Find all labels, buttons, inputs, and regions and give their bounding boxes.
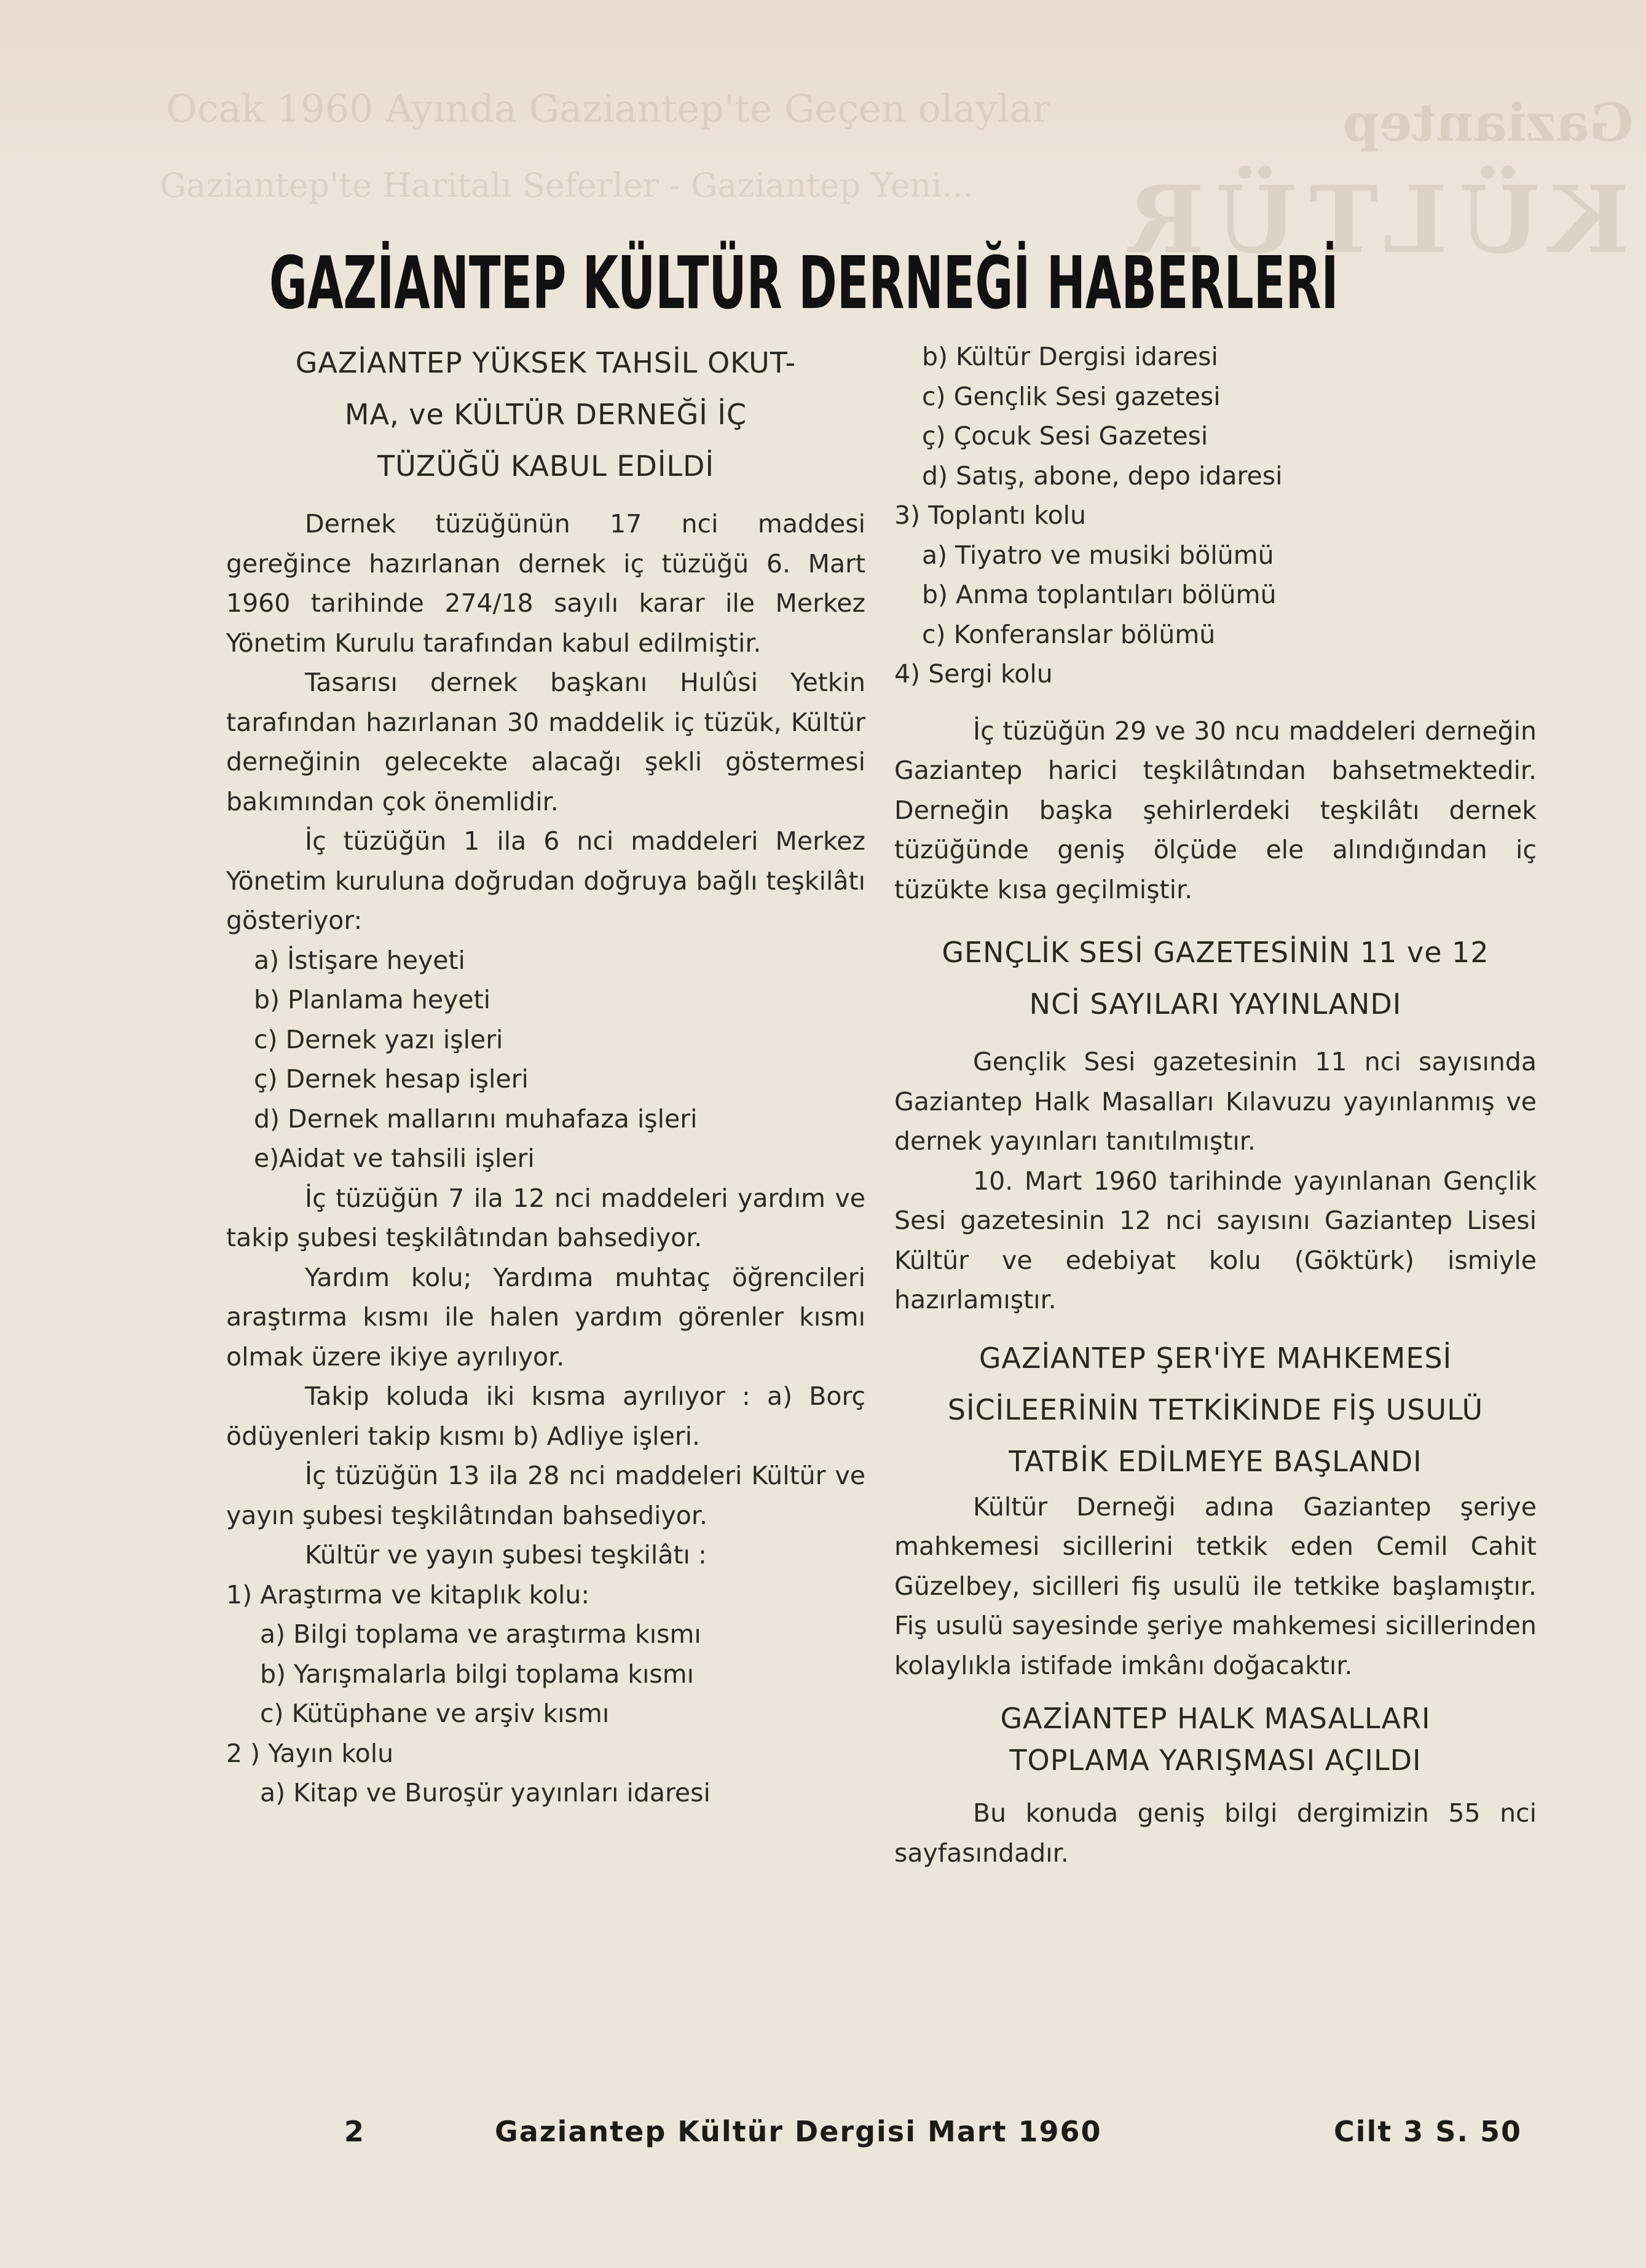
- list-item: a) Tiyatro ve musiki bölümü: [922, 540, 1274, 570]
- paragraph: Kültür Derneği adına Gaziantep şeriye mahkemesi sicillerini tetkik eden Cemil Cahit Güzelbey, sicilleri fiş usulü ile tetkike başlamıştır. Fiş usulü sayesinde şeriye mahkemesi sicillerinden kolaylıkla istifade imkânı doğacaktır.: [894, 1492, 1537, 1680]
- heading-line: GAZİANTEP YÜKSEK TAHSİL OKUT-: [295, 346, 797, 379]
- heading-line: NCİ SAYILARI YAYINLANDI: [1029, 987, 1402, 1021]
- paragraph: Tasarısı dernek başkanı Hulûsi Yetkin tarafından hazırlanan 30 maddelik iç tüzük, Kültür derneğinin gelecekte alacağı şekli göstermesi bakımından çok önemlidir.: [226, 668, 865, 816]
- list-item: ç) Dernek hesap işleri: [254, 1064, 529, 1094]
- list-item: ç) Çocuk Sesi Gazetesi: [922, 421, 1208, 451]
- list-item: c) Dernek yazı işleri: [254, 1024, 503, 1054]
- paragraph: Bu konuda geniş bilgi dergimizin 55 nci sayfasındadır.: [894, 1798, 1537, 1868]
- left-column: [226, 337, 865, 1813]
- list-item: a) Kitap ve Buroşür yayınları idaresi: [260, 1778, 711, 1808]
- list-item: 2 ) Yayın kolu: [226, 1738, 394, 1768]
- paragraph: İç tüzüğün 7 ila 12 nci maddeleri yardım ve takip şubesi teşkilâtından bahsediyor.: [226, 1183, 865, 1252]
- heading-line: GAZİANTEP HALK MASALLARI: [1000, 1702, 1431, 1735]
- list-item: a) İstişare heyeti: [254, 945, 465, 975]
- heading-line: GENÇLİK SESİ GAZETESİNİN 11 ve 12: [942, 936, 1489, 969]
- list-item: 4) Sergi kolu: [894, 659, 1053, 689]
- heading-line: GAZİANTEP ŞER'İYE MAHKEMESİ: [979, 1341, 1452, 1375]
- section-heading: [226, 337, 865, 492]
- paragraph: İç tüzüğün 1 ila 6 nci maddeleri Merkez Yönetim kuruluna doğrudan doğruya bağlı teşkilâtı gösteriyor:: [226, 826, 865, 935]
- bleed-through-masthead: KÜLTÜR: [1116, 166, 1630, 274]
- bleed-through-text: Ocak 1960 Ayında Gaziantep'te Geçen olaylar: [166, 86, 1051, 131]
- section-heading: [894, 1697, 1537, 1781]
- list-item: c) Konferanslar bölümü: [922, 619, 1216, 649]
- section-heading: [894, 927, 1537, 1030]
- list-item: b) Anma toplantıları bölümü: [922, 580, 1277, 609]
- list-item: d) Dernek mallarını muhafaza işleri: [254, 1104, 698, 1134]
- publication-name: Gaziantep Kültür Dergisi Mart 1960: [495, 2115, 1102, 2148]
- paragraph: İç tüzüğün 13 ila 28 nci maddeleri Kültür ve yayın şubesi teşkilâtından bahsediyor.: [226, 1461, 865, 1530]
- list-item: 3) Toplantı kolu: [894, 500, 1087, 530]
- paragraph: Kültür ve yayın şubesi teşkilâtı :: [305, 1540, 707, 1570]
- section-heading: [894, 1332, 1537, 1487]
- heading-line: SİCİLEERİNİN TETKİKİNDE FİŞ USULÜ: [947, 1393, 1484, 1426]
- page-number: 2: [344, 2115, 364, 2148]
- heading-line: MA, ve KÜLTÜR DERNEĞİ İÇ: [344, 398, 747, 431]
- paragraph: Dernek tüzüğünün 17 nci maddesi gereğince hazırlanan dernek iç tüzüğü 6. Mart 1960 tarihinde 274/18 sayılı karar ile Merkez Yönetim Kurulu tarafından kabul edilmiştir.: [226, 509, 865, 658]
- list-item: b) Kültür Dergisi idaresi: [922, 342, 1218, 371]
- list-item: d) Satış, abone, depo idaresi: [922, 460, 1283, 491]
- list-item: e)Aidat ve tahsili işleri: [254, 1144, 535, 1173]
- list-item: c) Kütüphane ve arşiv kısmı: [260, 1699, 610, 1728]
- paragraph: 10. Mart 1960 tarihinde yayınlanan Gençlik Sesi gazetesinin 12 nci sayısını Gaziantep Lisesi Kültür ve edebiyat kolu (Göktürk) ismiyle hazırlamıştır.: [894, 1166, 1537, 1314]
- list-item: 1) Araştırma ve kitaplık kolu:: [226, 1579, 590, 1610]
- paragraph: Takip koluda iki kısma ayrılıyor : a) Borç ödüyenleri takip kısmı b) Adliye işleri.: [226, 1381, 865, 1451]
- heading-line: TATBİK EDİLMEYE BAŞLANDI: [1009, 1444, 1422, 1478]
- page-title: GAZİANTEP KÜLTÜR DERNEĞİ HABERLERİ: [269, 240, 1339, 325]
- list-item: c) Gençlik Sesi gazetesi: [922, 381, 1221, 411]
- list-item: b) Yarışmalarla bilgi toplama kısmı: [260, 1659, 695, 1689]
- bleed-through-masthead: Gaziantep: [1343, 92, 1634, 153]
- paragraph: İç tüzüğün 29 ve 30 ncu maddeleri derneğin Gaziantep harici teşkilâtından bahsetmektedir. Derneğin başka şehirlerdeki teşkilâtı dernek tüzüğünde geniş ölçüde ele alındığından iç tüzükte kısa geçilmiştir.: [894, 716, 1537, 904]
- paragraph: Yardım kolu; Yardıma muhtaç öğrencileri araştırma kısmı ile halen yardım görenler kısmı olmak üzere ikiye ayrılıyor.: [226, 1262, 865, 1372]
- list-item: b) Planlama heyeti: [254, 985, 491, 1014]
- bleed-through-text: Gaziantep'te Haritalı Seferler - Gaziantep Yeni...: [160, 166, 974, 205]
- paragraph: Gençlik Sesi gazetesinin 11 nci sayısında Gaziantep Halk Masalları Kılavuzu yayınlanmış ve dernek yayınları tanıtılmıştır.: [894, 1047, 1537, 1156]
- right-column: [894, 337, 1537, 1873]
- page-footer: [332, 2115, 1522, 2158]
- volume-issue: Cilt 3 S. 50: [1334, 2115, 1522, 2148]
- list-item: a) Bilgi toplama ve araştırma kısmı: [260, 1619, 701, 1649]
- heading-line: TÜZÜĞÜ KABUL EDİLDİ: [377, 449, 715, 483]
- heading-line: TOPLAMA YARIŞMASI AÇILDI: [1009, 1744, 1422, 1777]
